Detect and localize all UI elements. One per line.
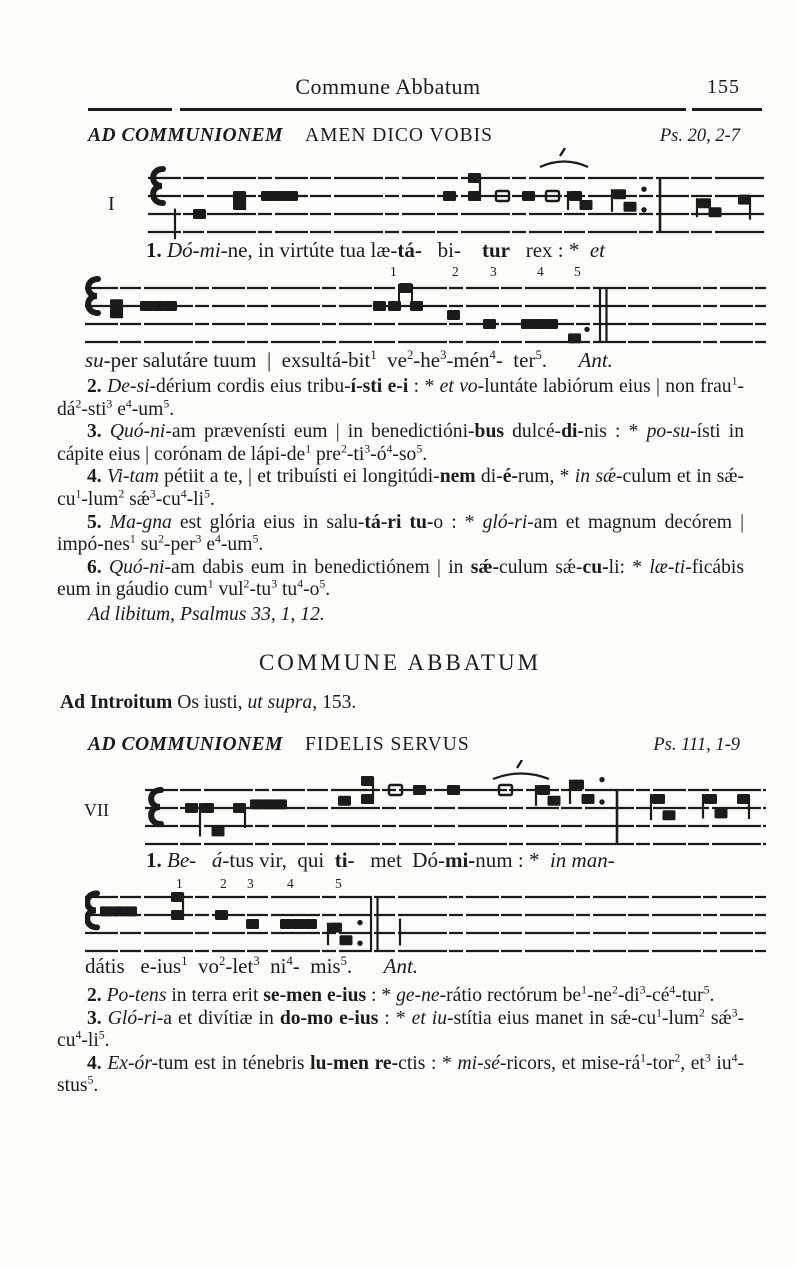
text-run: nem	[439, 466, 476, 488]
ictus-tick-icon	[517, 760, 522, 768]
text-run: -ne	[586, 985, 612, 1006]
ictus-tick-icon	[560, 148, 565, 156]
cadence-number: 4	[537, 264, 544, 279]
text-run: 4.	[87, 466, 107, 488]
punctum-note	[443, 191, 456, 201]
text-run: tu	[277, 579, 298, 601]
text-run: -ti	[346, 443, 365, 465]
text-run: 1	[129, 532, 136, 546]
punctum-note	[698, 198, 711, 208]
text-run: .	[346, 954, 384, 978]
punctum-note	[152, 301, 165, 311]
text-run: 1.	[146, 238, 167, 262]
chant2-lyric-line-2	[85, 954, 418, 979]
text-run: bus	[474, 421, 504, 443]
chant1-psalm-reference: Ps. 20, 2-7	[659, 126, 740, 146]
header-rule-middle	[180, 108, 686, 111]
punctum-note	[373, 301, 386, 311]
punctum-note	[280, 919, 293, 929]
text-run: Po-tens	[106, 985, 167, 1006]
punctum-note	[545, 319, 558, 329]
verse-paragraph	[57, 557, 744, 602]
text-run: 4	[297, 577, 304, 591]
text-run: 3	[364, 442, 371, 456]
chant1-title-row	[88, 125, 740, 147]
text-run: sǽ-	[470, 556, 500, 578]
cadence-number: 3	[247, 876, 254, 891]
text-run: -lum	[662, 1007, 700, 1029]
text-run: Gló-ri-	[107, 1007, 164, 1029]
text-run: é-	[502, 466, 518, 488]
mora-dot	[357, 941, 362, 946]
text-run: tá-	[397, 238, 422, 262]
punctum-note	[212, 826, 225, 836]
punctum-note	[250, 799, 263, 809]
text-run: nis : *	[583, 421, 647, 443]
cadence-number: 2	[452, 264, 459, 279]
text-run: dulcé-	[503, 421, 562, 443]
punctum-note	[185, 803, 198, 813]
text-run: 3	[440, 348, 447, 362]
text-run: 3	[195, 532, 202, 546]
text-run: am et magnum decórem | impó-nes	[57, 511, 745, 556]
text-run: 2	[75, 397, 82, 411]
text-run: tus vir, qui	[229, 848, 335, 872]
cadence-number: 5	[335, 876, 342, 891]
chant2-psalm-verses	[57, 985, 744, 1098]
punctum-note	[447, 310, 460, 320]
text-run: -li	[81, 1030, 99, 1052]
text-run: Ant.	[383, 954, 419, 978]
text-run: , 153.	[312, 692, 357, 713]
text-run: 4	[731, 1051, 738, 1065]
text-run: læ-ti-	[649, 556, 692, 578]
text-run: 5.	[87, 511, 110, 533]
text-run: 4	[215, 532, 221, 546]
text-run: tum est in ténebris	[158, 1052, 311, 1074]
text-run: 4.	[87, 1052, 108, 1074]
text-run: -lum	[81, 488, 119, 510]
text-run: 1	[305, 442, 312, 456]
text-run: -um	[220, 534, 253, 556]
text-run: met Dó-	[354, 848, 445, 872]
text-run: .	[541, 348, 579, 372]
text-run: De-si-	[107, 376, 157, 397]
verse-paragraph	[57, 466, 744, 511]
punctum-note	[164, 301, 177, 311]
punctum-note	[533, 319, 546, 329]
text-run: ni	[259, 954, 287, 978]
punctum-note	[571, 780, 584, 790]
text-run: ísti in cápite eius | corónam de lápi-de	[57, 421, 744, 465]
cadence-number: 3	[490, 264, 497, 279]
text-run: 5	[87, 1073, 94, 1087]
text-run: 2	[406, 348, 414, 362]
text-run: 4	[125, 397, 132, 411]
text-run: mi-sé-	[457, 1052, 507, 1074]
text-run: et iu-	[411, 1007, 454, 1029]
text-run: 5	[252, 532, 259, 546]
punctum-note	[338, 796, 351, 806]
text-run: 2	[611, 983, 618, 997]
text-run: 5	[340, 954, 347, 968]
text-run: o : *	[433, 511, 483, 533]
punctum-note	[100, 906, 113, 916]
text-run: ge-ne-	[396, 985, 447, 1006]
text-run: pre	[311, 443, 341, 465]
chant2-title-row	[88, 734, 740, 756]
text-run: bi-	[421, 238, 482, 262]
text-run: -he	[413, 348, 441, 372]
text-run: Ma-gna	[109, 511, 172, 533]
text-run: 5	[163, 397, 170, 411]
text-run: am dabis eum in benedictiónem | in	[171, 556, 471, 578]
text-run: ve	[376, 348, 407, 372]
text-run: 4	[180, 487, 187, 501]
text-run: -tor	[646, 1052, 675, 1074]
punctum-note	[522, 191, 535, 201]
punctum-note	[521, 319, 534, 329]
punctum-note	[273, 191, 286, 201]
text-run: tur	[481, 238, 510, 262]
punctum-note	[483, 319, 496, 329]
text-run: 3	[639, 983, 646, 997]
punctum-note	[304, 919, 317, 929]
chant2-mode-label: VII	[84, 800, 109, 820]
punctum-note	[292, 919, 305, 929]
punctum-note	[285, 191, 298, 201]
text-run: , et	[680, 1052, 705, 1074]
punctum-note	[329, 923, 342, 933]
text-run: 6.	[87, 556, 109, 578]
text-run: in man-	[549, 848, 615, 872]
text-run: Ad Introitum	[60, 692, 173, 713]
text-run: .	[325, 579, 331, 601]
text-run: 3	[271, 577, 278, 591]
text-run: ti-	[334, 848, 355, 872]
text-run: -tu	[249, 579, 272, 601]
text-run: et vo-	[439, 376, 485, 397]
do-clef-icon	[87, 893, 97, 927]
punctum-note	[663, 810, 676, 820]
ligature-brace-icon	[493, 774, 549, 780]
do-clef-icon	[151, 790, 161, 824]
text-run: e	[112, 398, 126, 420]
mora-dot	[641, 187, 646, 192]
text-run: 4	[75, 1028, 82, 1042]
punctum-note	[246, 919, 259, 929]
text-run: í-sti e-i	[350, 376, 409, 397]
text-run: : *	[408, 376, 440, 397]
text-run: -per	[164, 534, 196, 556]
text-run: in terra erit	[166, 985, 264, 1006]
text-run: 1	[75, 487, 82, 501]
text-run: 5	[535, 348, 542, 362]
text-run: .	[169, 398, 175, 420]
text-run: Be- á-	[167, 848, 230, 872]
chant2-subtitle: FIDELIS SERVUS	[305, 734, 470, 755]
text-run: - mis	[292, 954, 341, 978]
verse-paragraph	[57, 1008, 744, 1053]
chant1-lyric-line-2	[85, 348, 613, 373]
verse-paragraph	[57, 376, 744, 421]
text-run: di-	[561, 421, 584, 443]
punctum-note	[201, 803, 214, 813]
text-run: -stus	[57, 1052, 745, 1097]
punctum-note	[413, 785, 426, 795]
text-run: 3.	[87, 1007, 108, 1029]
punctum-note	[112, 906, 125, 916]
text-run: rum, *	[517, 466, 575, 488]
text-run: 2	[219, 954, 226, 968]
mora-dot	[584, 327, 589, 332]
text-run: tá-ri tu-	[364, 511, 434, 533]
chant1-psalm-verses	[57, 376, 744, 602]
punctum-note	[548, 796, 561, 806]
text-run: ricors, et mise-rá	[506, 1052, 641, 1074]
text-run: ctis : *	[398, 1052, 458, 1074]
text-run: su	[135, 534, 159, 556]
text-run: Quó-ni-	[109, 421, 172, 443]
text-run: 5	[319, 577, 326, 591]
punctum-note	[569, 191, 582, 201]
text-run: e	[201, 534, 216, 556]
text-run: 1	[581, 983, 587, 997]
text-run: 1	[370, 348, 377, 362]
punctum-note	[215, 910, 228, 920]
mora-dot	[599, 777, 604, 782]
punctum-note	[124, 906, 137, 916]
text-run: -di	[617, 985, 640, 1006]
text-run: gló-ri-	[482, 511, 534, 533]
text-run: 5	[204, 487, 210, 501]
text-run: ut supra	[247, 692, 313, 713]
chant1-subtitle: AMEN DICO VOBIS	[305, 125, 493, 146]
text-run: vul	[213, 579, 244, 601]
punctum-note	[709, 207, 722, 217]
text-run: in sǽ-	[574, 466, 623, 488]
text-run: -cu	[155, 488, 181, 510]
text-run: 3	[106, 397, 113, 411]
text-run: -mén	[446, 348, 490, 372]
text-run: .	[258, 534, 264, 556]
text-run: lu-men re-	[310, 1052, 399, 1074]
text-run: dátis e-ius	[85, 954, 182, 978]
text-run: 1	[731, 374, 738, 388]
section-heading: COMMUNE ABBATUM	[258, 650, 542, 675]
text-run: num : *	[475, 848, 550, 872]
cadence-number: 4	[287, 876, 294, 891]
punctum-note	[274, 799, 287, 809]
text-run: mi-	[444, 848, 476, 872]
text-run: : *	[366, 985, 397, 1006]
chant2-title: AD COMMUNIONEM	[88, 734, 283, 755]
text-run: di-	[475, 466, 503, 488]
text-run: -so	[392, 443, 417, 465]
header-rule-left	[88, 108, 172, 111]
running-header-title: Commune Abbatum	[295, 74, 481, 99]
text-run: 1	[207, 577, 214, 591]
text-run: 3	[731, 1006, 738, 1020]
text-run: 5	[416, 442, 423, 456]
text-run: 4	[386, 442, 393, 456]
text-run: culum sǽ-	[499, 556, 583, 578]
verse-paragraph	[57, 985, 744, 1008]
text-run: cu-	[582, 556, 609, 578]
text-run: sǽ	[124, 488, 150, 510]
verse-paragraph	[57, 421, 744, 466]
text-run: -tur	[675, 985, 704, 1006]
text-run: 2.	[87, 985, 107, 1006]
text-run: pétiit a te, | et tribuísti ei longitúdi-	[158, 466, 440, 488]
text-run: 2	[118, 487, 125, 501]
punctum-note	[704, 794, 717, 804]
verse-paragraph	[57, 512, 744, 557]
text-run: 2	[699, 1006, 705, 1020]
text-run: vo	[187, 954, 220, 978]
punctum-note	[568, 333, 581, 343]
text-run: 2	[341, 442, 347, 456]
text-run: .	[422, 443, 428, 465]
text-run: per salutáre tuum | exsultá-bit	[110, 348, 371, 372]
text-run: sǽ	[704, 1007, 732, 1029]
do-clef-icon	[88, 279, 98, 313]
chant2-psalm-reference: Ps. 111, 1-9	[653, 735, 740, 755]
verse-paragraph	[57, 1053, 744, 1098]
text-run: et	[589, 238, 606, 262]
text-run: li: *	[608, 556, 650, 578]
text-run: -ó	[370, 443, 387, 465]
text-run: 2	[158, 532, 164, 546]
text-run: Vi-tam	[107, 466, 159, 488]
text-run: do-mo e-ius	[279, 1007, 379, 1029]
text-run: se-men e-ius	[263, 985, 367, 1006]
text-run: .	[93, 1075, 99, 1097]
mora-dot	[641, 207, 646, 212]
text-run: .	[209, 488, 215, 510]
text-run: 4	[489, 348, 496, 362]
text-run: -cé	[645, 985, 670, 1006]
punctum-note	[193, 209, 206, 219]
cadence-number: 5	[574, 264, 581, 279]
text-run: 5	[98, 1028, 105, 1042]
punctum-note	[140, 301, 153, 311]
text-run: -let	[225, 954, 254, 978]
text-run: -dá	[57, 376, 744, 420]
text-run: 3	[253, 954, 260, 968]
text-run: 2	[674, 1051, 681, 1065]
chant1-mode-label: I	[108, 193, 115, 215]
text-run: : *	[378, 1007, 412, 1029]
text-run: stítia eius manet in sǽ-cu	[453, 1007, 657, 1029]
cadence-number: 1	[176, 876, 183, 891]
text-run: ficábis eum in gáudio cum	[57, 556, 744, 601]
text-run: 5	[703, 983, 710, 997]
punctum-note	[624, 202, 637, 212]
mora-dot	[599, 799, 604, 804]
chant1-title: AD COMMUNIONEM	[88, 125, 283, 146]
text-run: 1	[640, 1051, 647, 1065]
ligature-brace-icon	[540, 162, 588, 168]
text-run: 3	[704, 1051, 711, 1065]
text-run: luntáte labiórum eius | non frau	[484, 376, 732, 397]
punctum-note	[447, 785, 460, 795]
punctum-note	[399, 283, 412, 293]
text-run: 1.	[146, 848, 167, 872]
text-run: Ant.	[578, 348, 613, 372]
punctum-note	[582, 794, 595, 804]
text-run: su-	[85, 348, 111, 372]
introit-rubric-line	[60, 692, 356, 714]
text-run: 4	[669, 983, 676, 997]
punctum-note	[262, 799, 275, 809]
text-run: dérium cordis eius tribu-	[156, 376, 351, 397]
text-run: Dó-mi-	[167, 238, 228, 262]
text-run: culum et in sǽ-cu	[57, 466, 745, 510]
punctum-note	[580, 200, 593, 210]
text-run: -li	[186, 488, 205, 510]
text-run: 1	[656, 1006, 662, 1020]
text-run: 2	[243, 577, 250, 591]
text-run: ne, in virtúte tua læ-	[227, 238, 398, 262]
text-run: Os iusti,	[172, 692, 248, 713]
mora-dot	[357, 920, 362, 925]
text-run: Ex-ór-	[107, 1052, 159, 1074]
text-run: am prævenísti eum | in benedictióni-	[171, 421, 475, 443]
text-run: -um	[131, 398, 164, 420]
text-run: - ter	[495, 348, 536, 372]
text-run: 2.	[87, 376, 108, 397]
text-run: rátio rectórum be	[446, 985, 582, 1006]
text-run: po-su-	[646, 421, 697, 443]
punctum-note	[613, 189, 626, 199]
text-run: -sti	[81, 398, 107, 420]
text-run: .	[709, 985, 715, 1006]
text-run: -cu	[57, 1007, 745, 1052]
punctum-note	[261, 191, 274, 201]
text-run: 3	[149, 487, 156, 501]
text-run: rex : *	[509, 238, 590, 262]
text-run: 4	[286, 954, 293, 968]
text-run: 1	[181, 954, 188, 968]
text-run: 3.	[87, 421, 110, 443]
cadence-number: 2	[220, 876, 227, 891]
punctum-note	[652, 794, 665, 804]
cadence-number: 1	[390, 264, 397, 279]
page-number: 155	[707, 76, 740, 98]
punctum-note	[340, 935, 353, 945]
text-run: iu	[710, 1052, 732, 1074]
ad-libitum-note: Ad libitum, Psalmus 33, 1, 12.	[88, 604, 325, 625]
text-run: est glória eius in salu-	[171, 511, 365, 533]
text-run: -o	[303, 579, 320, 601]
punctum-note	[715, 808, 728, 818]
text-run: a et divítiæ in	[163, 1007, 280, 1029]
text-run: .	[104, 1030, 110, 1052]
header-rule-right	[692, 108, 762, 111]
do-clef-icon	[153, 169, 163, 203]
punctum-note	[537, 785, 550, 795]
text-run: Quó-ni-	[108, 556, 172, 578]
